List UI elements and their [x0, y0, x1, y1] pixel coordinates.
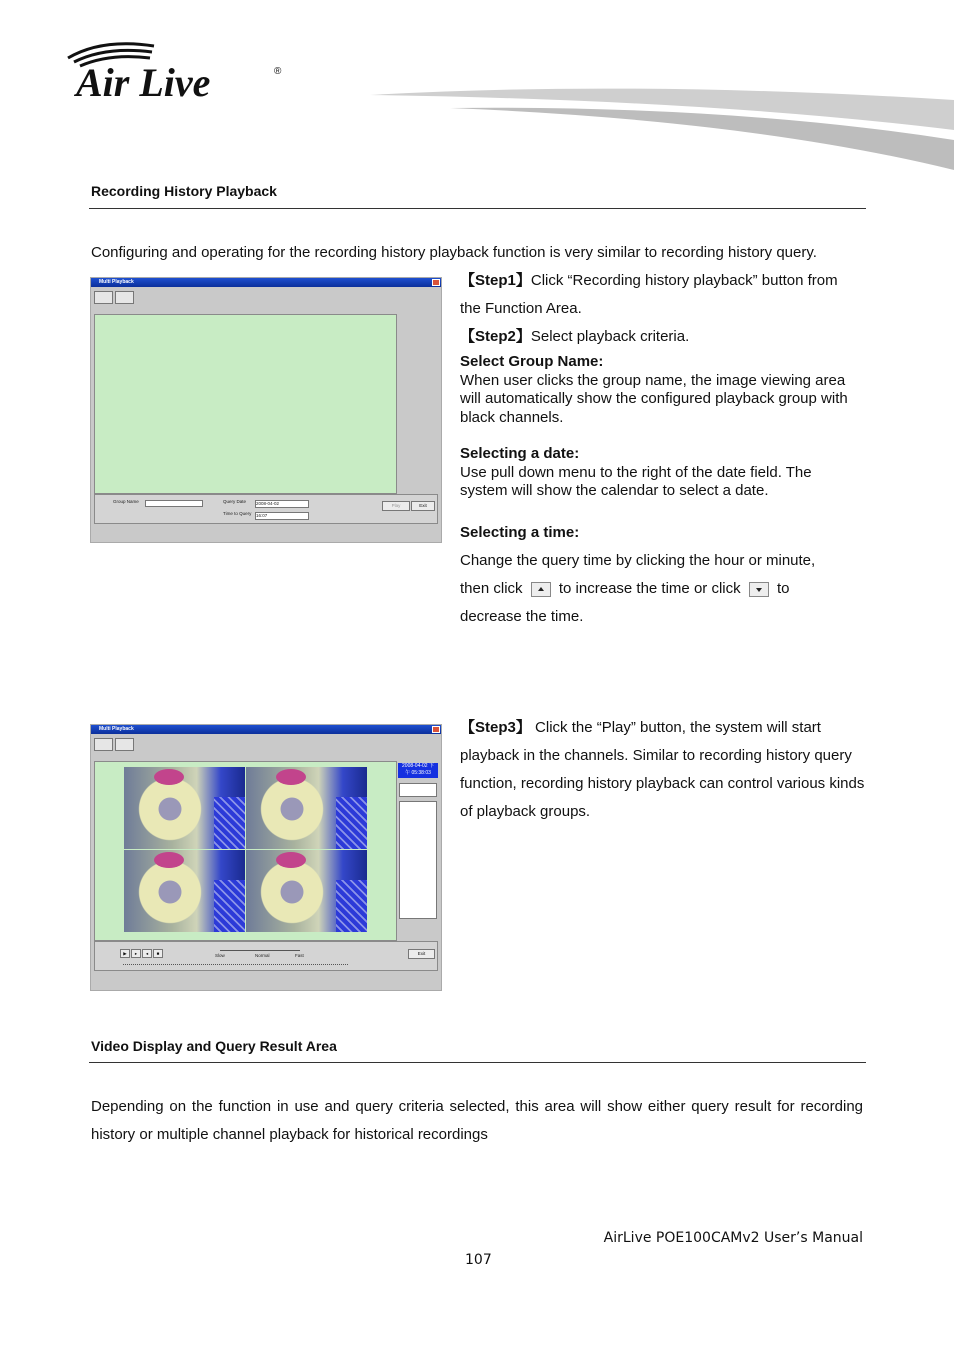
image-viewing-area — [94, 314, 397, 494]
playback-clock — [398, 763, 438, 778]
rewind-icon[interactable]: ◂ — [142, 949, 152, 958]
header-swoosh — [330, 60, 954, 175]
video-display-paragraph: Depending on the function in use and query criteria selected, this area will show either query result for recording history or multiple channel playback for historical recordings — [91, 1098, 863, 1143]
stop-icon[interactable]: ■ — [153, 949, 163, 958]
playback-tool-icon[interactable] — [115, 291, 134, 304]
page-number: 107 — [465, 1252, 492, 1268]
time-increase-text: to increase the time or click — [558, 580, 741, 597]
play-icon[interactable]: ▸ — [131, 949, 141, 958]
time-to-query-field[interactable]: 16:07 — [255, 512, 309, 520]
image-viewing-area — [94, 761, 397, 941]
step3-paragraph — [460, 714, 870, 826]
section-heading-video-display: Video Display and Query Result Area — [91, 1038, 337, 1054]
select-date-text: Use pull down menu to the right of the date field. The system will show the calendar to select a date. — [460, 463, 812, 499]
channel-video — [246, 767, 367, 849]
group-name-label: Group Name — [113, 499, 139, 504]
time-to-query-label: Time to Query — [223, 511, 252, 516]
footer-manual-title: AirLive POE100CAMv2 User’s Manual — [603, 1230, 863, 1246]
criteria-panel — [94, 494, 438, 524]
query-tool-icon[interactable] — [94, 738, 113, 751]
multi-playback-screenshot-setup — [90, 277, 442, 543]
select-date-title: Selecting a date: — [460, 445, 580, 462]
step3-text: Click the “Play” button, the system will start playback in the channels. Similar to recording history query function, recording history playback can control various kinds of playback groups. — [460, 719, 865, 820]
heading-rule — [89, 1062, 866, 1063]
select-date-block — [460, 445, 850, 501]
logo-text: Air Live — [76, 60, 211, 105]
fast-label: Fast — [295, 953, 304, 958]
time-to-text: to — [776, 580, 790, 597]
playback-control-panel — [94, 941, 438, 971]
window-title: Multi Playback — [99, 726, 134, 732]
speed-slider[interactable] — [220, 950, 300, 951]
step2-label: 【Step2】 — [460, 328, 531, 345]
channel-list[interactable] — [399, 801, 437, 919]
close-icon[interactable] — [432, 726, 440, 733]
channel-video — [124, 850, 245, 932]
step1-paragraph — [460, 267, 870, 351]
select-time-title: Selecting a time: — [460, 524, 580, 541]
timeline-slider[interactable] — [123, 964, 348, 968]
airlive-logo — [62, 36, 292, 106]
window-titlebar — [91, 278, 441, 287]
play-button[interactable]: Play — [382, 501, 410, 511]
clock-date: 2008-04-02 下 — [402, 763, 434, 769]
slow-label: Slow — [215, 953, 225, 958]
step1-text-cont: the Function Area. — [460, 300, 582, 317]
heading-rule — [89, 208, 866, 209]
query-date-label: Query Date — [223, 499, 247, 504]
select-group-text: When user clicks the group name, the image viewing area will automatically show the configured playback group with black channels. — [460, 371, 848, 426]
close-icon[interactable] — [432, 279, 440, 286]
query-tool-icon[interactable] — [94, 291, 113, 304]
multi-playback-screenshot-playing — [90, 724, 442, 991]
step1-label: 【Step1】 — [460, 272, 531, 289]
step3-label: 【Step3】 — [460, 719, 531, 736]
channel-video — [246, 850, 367, 932]
select-group-title: Select Group Name: — [460, 353, 604, 370]
select-time-line1: Change the query time by clicking the hour or minute, — [460, 552, 816, 569]
section-heading-recording-history-playback: Recording History Playback — [91, 183, 277, 199]
step2-text: Select playback criteria. — [530, 328, 690, 345]
window-title: Multi Playback — [99, 279, 134, 285]
exit-button[interactable]: Exit — [408, 949, 435, 959]
playback-tool-icon[interactable] — [115, 738, 134, 751]
select-time-block — [460, 519, 870, 631]
logo-registered: ® — [274, 66, 282, 77]
clock-time: 午 05:38:03 — [405, 770, 431, 776]
time-then-text: then click — [460, 580, 523, 597]
channel-list-header — [399, 783, 437, 797]
group-name-field[interactable] — [145, 500, 203, 507]
exit-button[interactable]: Exit — [411, 501, 435, 511]
spin-down-icon — [749, 582, 769, 597]
select-group-block — [460, 353, 850, 427]
query-date-field[interactable]: 2008-04-02 — [255, 500, 309, 508]
channel-video — [124, 767, 245, 849]
step-play-icon[interactable]: ▶ — [120, 949, 130, 958]
spin-up-icon — [531, 582, 551, 597]
select-time-line3: decrease the time. — [460, 608, 584, 625]
step1-text: Click “Recording history playback” button from — [530, 272, 838, 289]
window-titlebar — [91, 725, 441, 734]
normal-label: Normal — [255, 953, 270, 958]
intro-paragraph: Configuring and operating for the recording history playback function is very similar to recording history query. — [91, 244, 817, 261]
